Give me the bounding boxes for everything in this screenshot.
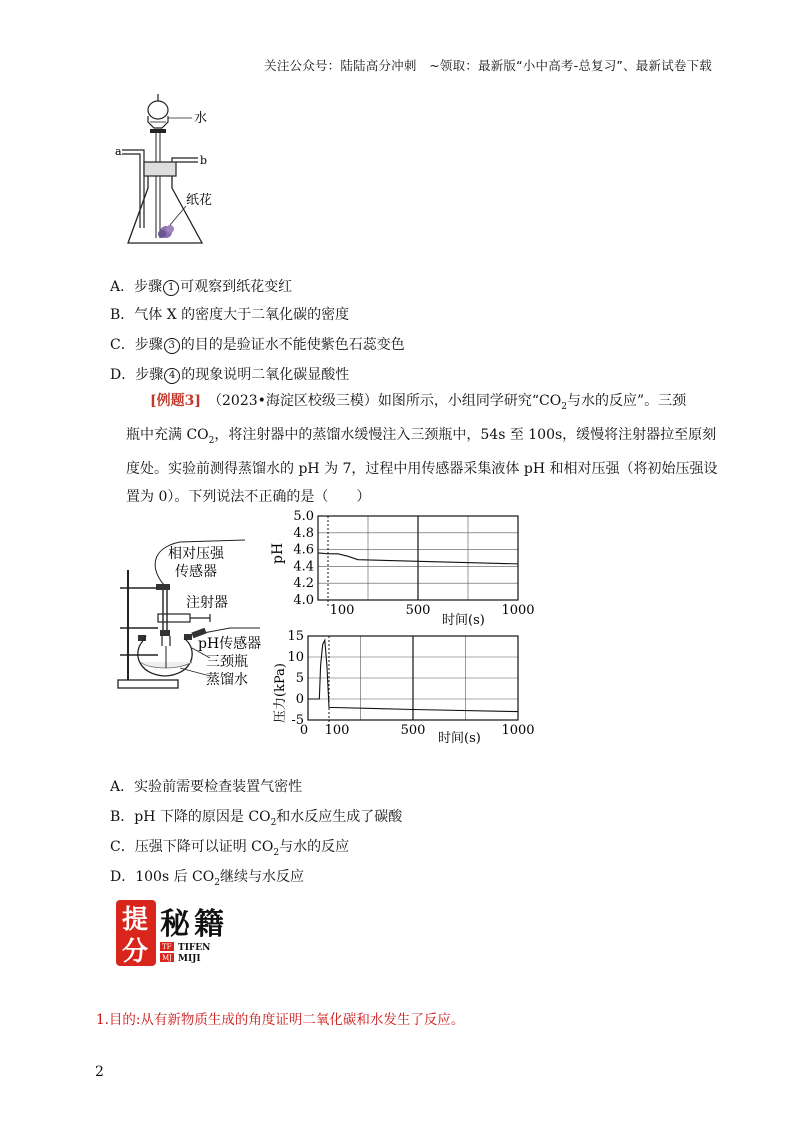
pressure-ytick: 10: [287, 650, 304, 665]
pressure-ytick: 15: [287, 629, 304, 644]
note-red: 1.目的:从有新物质生成的角度证明二氧化碳和水发生了反应。: [96, 1012, 465, 1028]
option-a: A．步骤 1 可观察到纸花变红: [110, 279, 293, 295]
label-ph-sensor: pH传感器: [198, 636, 262, 652]
label-a: a: [115, 145, 122, 158]
ph-ytick: 5.0: [293, 509, 314, 524]
example-question: [例题3] （2023•海淀区校级三模）如图所示，小组同学研究“$CO_2$与水的反应”。三颈 瓶中充满 $CO_2$，将注射器中的蒸馏水缓慢注入三颈瓶中，54s 至 100s，缓慢将注射器拉至原刻 度处。实验前测得蒸馏水的 pH 为 7，过程中用传感器采集液体 pH 和相对压强（将初始压强设 置为 0）。下列说法不正确的是（ ）: [126, 393, 718, 505]
svg-text:TIFEN: TIFEN: [178, 943, 211, 953]
option2-a: A．实验前需要检查装置气密性: [110, 779, 303, 795]
label-syringe: 注射器: [186, 595, 228, 611]
option2-b: B．pH 下降的原因是 $CO_2$和水反应生成了碳酸: [110, 809, 403, 828]
pressure-xtick: 100: [324, 723, 350, 738]
label-flask: 三颈瓶: [206, 654, 248, 670]
example-tag: [例题3]: [150, 393, 201, 409]
page-number: 2: [95, 1064, 104, 1080]
ph-ytick: 4.8: [293, 525, 314, 541]
pressure-ylabel: 压力(kPa): [273, 663, 288, 723]
label-pressure-sensor-2: 传感器: [175, 564, 217, 580]
option-d: D．步骤 4 的现象说明二氧化碳显酸性: [110, 367, 350, 383]
figure-three-neck-apparatus: [110, 530, 280, 695]
svg-text:籍: 籍: [194, 907, 224, 942]
option2-c: C．压强下降可以证明 $CO_2$与水的反应: [110, 839, 350, 858]
logo: [112, 898, 242, 970]
option-c: C．步骤 3 的目的是验证水不能使紫色石蕊变色: [110, 337, 405, 353]
chart-pressure: [270, 628, 540, 748]
pressure-xtick: 0: [299, 723, 309, 738]
pressure-ytick: 5: [295, 671, 304, 686]
ph-ytick: 4.6: [293, 542, 314, 558]
svg-text:TF: TF: [162, 943, 172, 951]
ph-ytick: 4.2: [293, 576, 314, 592]
ph-ylabel: pH: [270, 542, 286, 564]
page-header: 关注公众号：陆陆高分冲刺 ~领取：最新版“小中高考-总复习”、最新试卷下载: [264, 58, 712, 73]
ph-ytick: 4.0: [293, 593, 314, 608]
svg-text:MIJI: MIJI: [178, 954, 201, 964]
label-flower: 纸花: [186, 193, 213, 208]
ph-xtick: 100: [329, 603, 355, 618]
svg-text:MJ: MJ: [162, 954, 172, 962]
figure-flask-apparatus: [110, 88, 230, 253]
chart-ph: [270, 508, 540, 628]
label-b: b: [200, 154, 208, 167]
ph-xtick: 1000: [501, 603, 535, 618]
svg-text:秘: 秘: [160, 907, 190, 942]
ph-xlabel: 时间(s): [442, 613, 485, 628]
label-water: 水: [194, 111, 208, 126]
pressure-xlabel: 时间(s): [438, 731, 481, 746]
ph-ytick: 4.4: [293, 559, 314, 575]
ph-xtick: 500: [405, 603, 431, 618]
svg-text:提: 提: [122, 905, 149, 935]
option2-d: D．100s 后 $CO_2$继续与水反应: [110, 869, 304, 888]
label-water: 蒸馏水: [206, 672, 248, 688]
pressure-xtick: 500: [400, 723, 426, 738]
option-b: B．气体 X 的密度大于二氧化碳的密度: [110, 307, 350, 323]
svg-text:分: 分: [122, 937, 149, 967]
label-pressure-sensor-1: 相对压强: [168, 546, 224, 562]
pressure-xtick: 1000: [501, 723, 535, 738]
pressure-ytick: -5: [291, 713, 304, 728]
pressure-ytick: 0: [295, 692, 304, 707]
